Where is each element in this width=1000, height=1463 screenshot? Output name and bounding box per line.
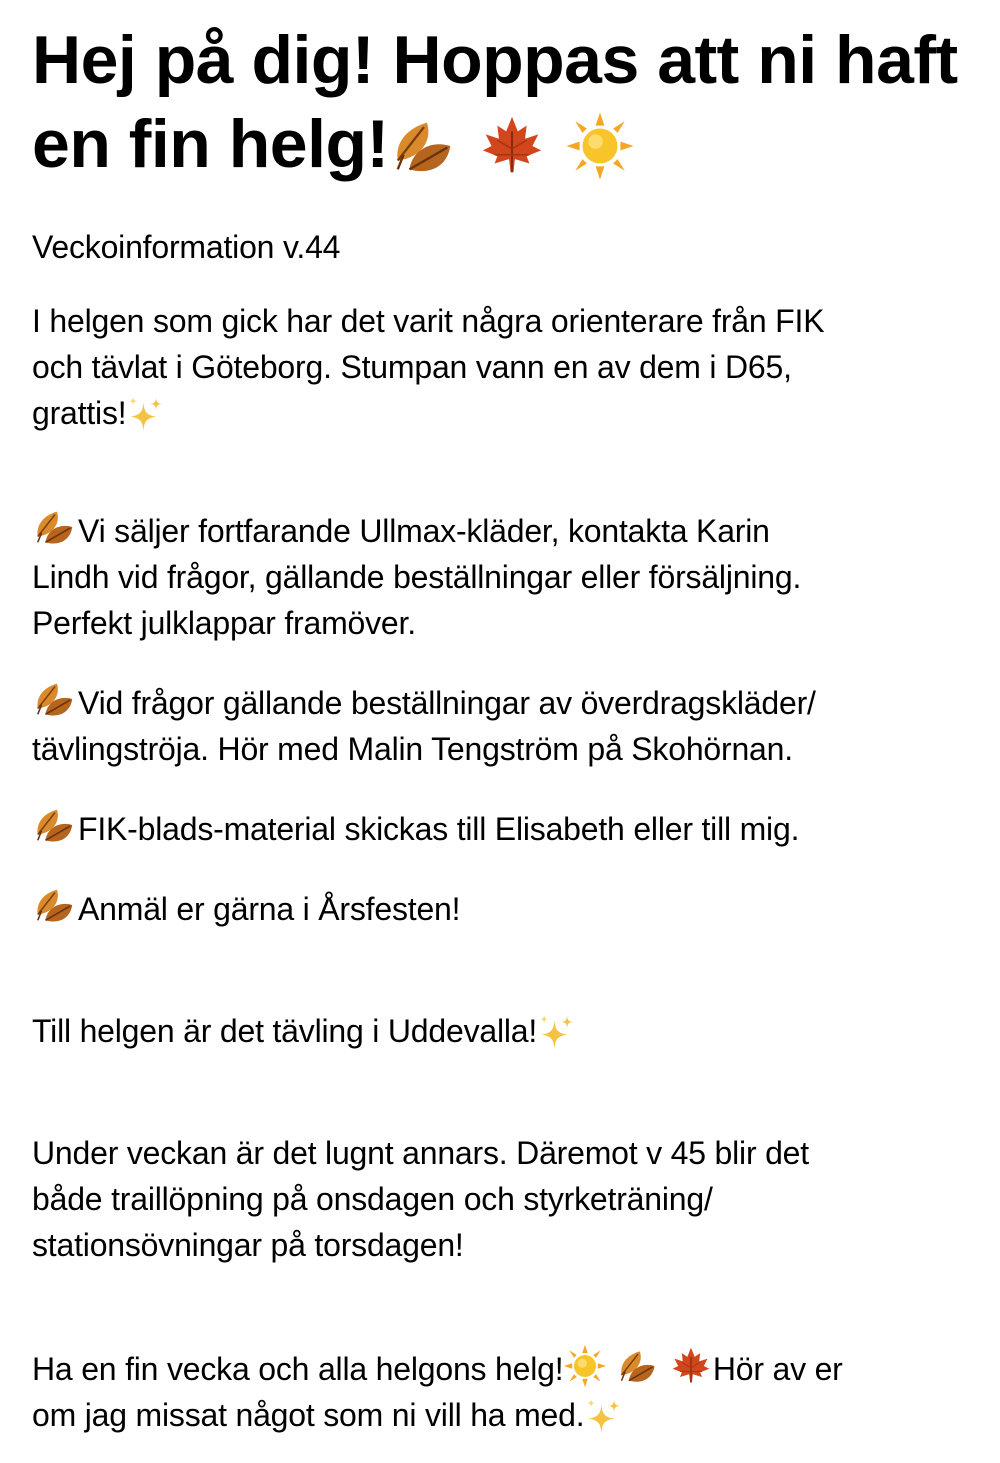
title-line-1: Hej på dig! Hoppas att ni haft <box>32 22 958 98</box>
ullmax-line-2: Lindh vid frågor, gällande beställningar eller försäljning. <box>32 559 802 595</box>
arsfest-text: Anmäl er gärna i Årsfesten! <box>78 891 461 927</box>
overdrag-line-2: tävlingströja. Hör med Malin Tengström på Skohörnan. <box>32 731 793 767</box>
ullmax-line-3: Perfekt julklappar framöver. <box>32 605 416 641</box>
intro-line-3: grattis! <box>32 395 127 431</box>
veckan-line-1: Under veckan är det lugnt annars. Däremot v 45 blir det <box>32 1135 809 1171</box>
fallen-leaves-icon <box>32 882 78 928</box>
sun-icon <box>565 111 635 181</box>
fallen-leaves-icon <box>616 1344 660 1388</box>
page-title <box>32 18 972 186</box>
bullet-overdragsklader <box>32 676 972 772</box>
bullet-arsfest <box>32 882 972 932</box>
veckan-line-3: stationsövningar på torsdagen! <box>32 1227 464 1263</box>
veckan-line-2: både traillöpning på onsdagen och styrketräning/ <box>32 1181 713 1217</box>
week-paragraph <box>32 1130 972 1268</box>
sparkles-icon <box>537 1014 575 1052</box>
sparkles-icon <box>584 1398 622 1436</box>
week-info-heading: Veckoinformation v.44 <box>32 229 341 265</box>
fallen-leaves-icon <box>32 504 78 550</box>
closing-line-1b: Hör av er <box>712 1351 843 1387</box>
sun-icon <box>563 1344 607 1388</box>
uddevalla-text: Till helgen är det tävling i Uddevalla! <box>32 1013 538 1049</box>
bullet-ullmax <box>32 504 972 646</box>
fallen-leaves-icon <box>32 802 78 848</box>
closing-paragraph <box>32 1344 972 1438</box>
fikblad-text: FIK-blads-material skickas till Elisabeth eller till mig. <box>78 811 800 847</box>
title-line-2: en fin helg! <box>32 106 389 182</box>
intro-paragraph <box>32 298 972 436</box>
ullmax-line-1: Vi säljer fortfarande Ullmax-kläder, kontakta Karin <box>78 513 770 549</box>
closing-line-2: om jag missat något som ni vill ha med. <box>32 1397 585 1433</box>
closing-line-1a: Ha en fin vecka och alla helgons helg! <box>32 1351 564 1387</box>
uddevalla-paragraph <box>32 1008 972 1054</box>
fallen-leaves-icon <box>32 676 78 722</box>
maple-leaf-icon <box>669 1344 713 1388</box>
maple-leaf-icon <box>477 111 547 181</box>
bullet-fik-blad <box>32 802 972 852</box>
overdrag-line-1: Vid frågor gällande beställningar av överdragskläder/ <box>78 685 816 721</box>
sparkles-icon <box>126 396 164 434</box>
message-body <box>32 18 972 1438</box>
intro-line-1: I helgen som gick har det varit några orienterare från FIK <box>32 303 825 339</box>
intro-line-2: och tävlat i Göteborg. Stumpan vann en av dem i D65, <box>32 349 792 385</box>
fallen-leaves-icon <box>389 111 459 181</box>
